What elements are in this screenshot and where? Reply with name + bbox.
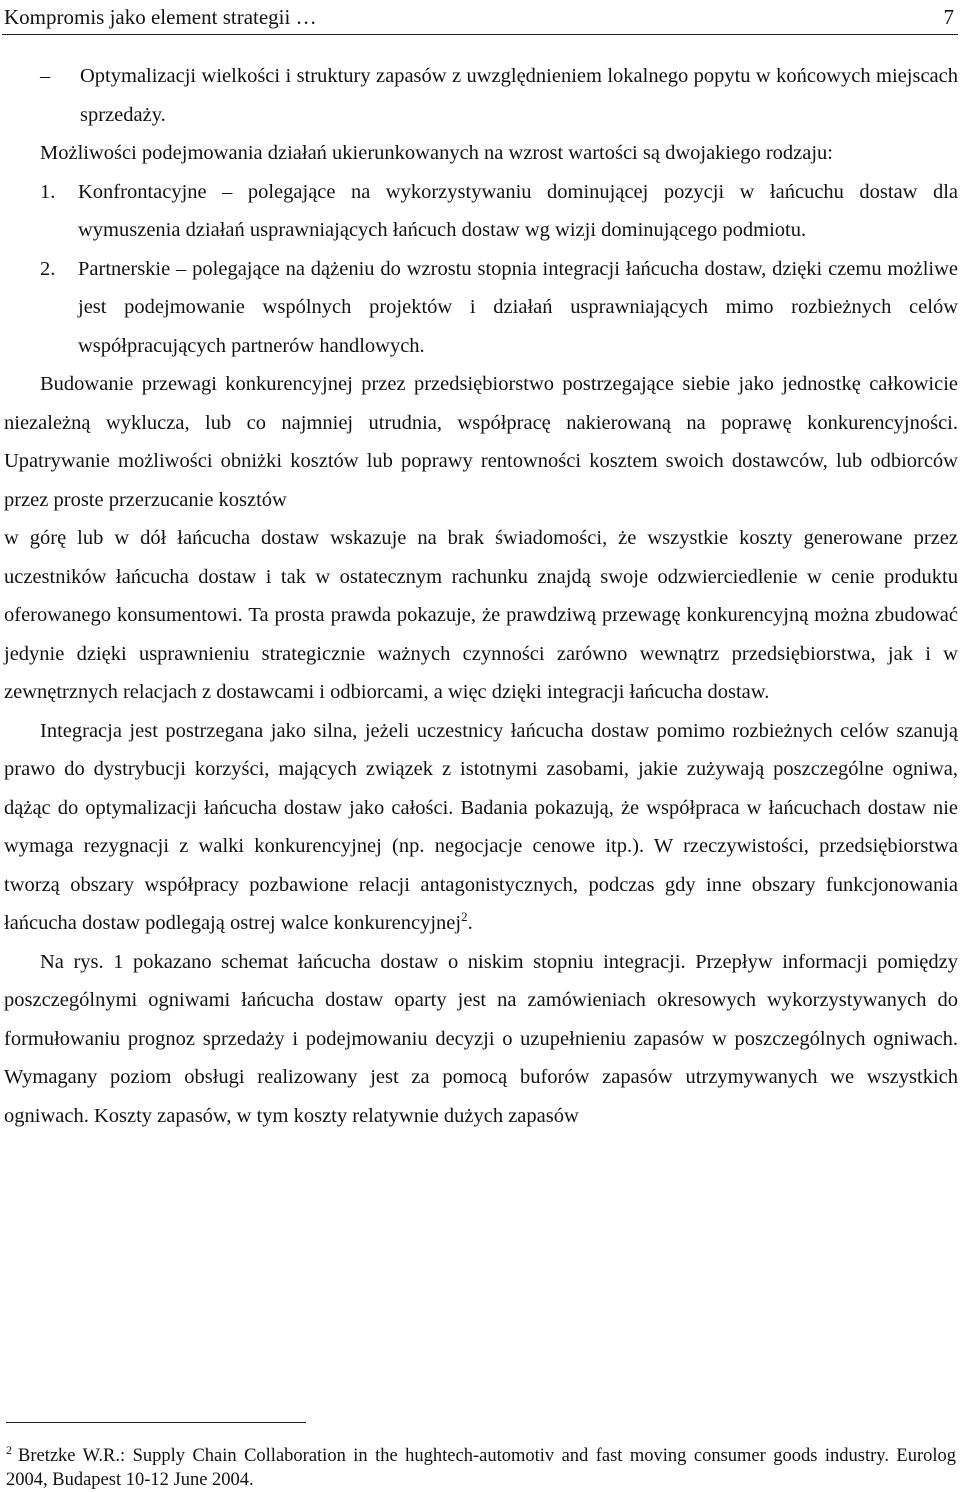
- footnote-separator: [6, 1422, 306, 1423]
- intro-paragraph: Możliwości podejmowania działań ukierunkowanych na wzrost wartości są dwojakiego rodzaju:: [40, 142, 834, 164]
- footnote-reference[interactable]: 2: [461, 909, 468, 925]
- numbered-item-1: [4, 173, 958, 250]
- list-item-dash: [4, 57, 958, 134]
- item-number: 1.: [40, 180, 56, 203]
- paragraph-2-text: Integracja jest postrzegana jako silna, jeżeli uczestnicy łańcucha dostaw pomimo rozbieżnych celów szanują prawo do dystrybucji korzyści, mających związek z istotnymi zasobami, jakie zużywają poszczególne ogniwa, dążąc do optymalizacji łańcucha dostaw jako całości. Badania pokazują, że współpraca w łańcuchach dostaw nie wymaga rezygnacji z walki konkurencyjnej (np. negocjacje cenowe itp.). W rzeczywistości, przedsiębiorstwa tworzą obszary współpracy pozbawione relacji antagonistycznych, podczas gdy inne obszary funkcjonowania łańcucha dostaw podlegają ostrej walce konkurencyjnej: [4, 719, 958, 934]
- page-body: [4, 57, 958, 1135]
- item-text: Konfrontacyjne – polegające na wykorzystywaniu dominującej pozycji w łańcuchu dostaw dla wymuszenia działań usprawniających łańcuch dostaw wg wizji dominującego podmiotu.: [78, 180, 958, 241]
- numbered-item-2: [4, 250, 958, 366]
- list-item-text: Optymalizacji wielkości i struktury zapasów z uwzględnieniem lokalnego popytu w końcowych miejscach sprzedaży.: [80, 65, 958, 126]
- item-text: Partnerskie – polegające na dążeniu do wzrostu stopnia integracji łańcucha dostaw, dzięki czemu możliwe jest podejmowanie wspólnych projektów i działań usprawniających mimo rozbieżnych celów współpracujących partnerów handlowych.: [78, 257, 958, 357]
- footnote: [6, 1438, 956, 1492]
- paragraph-1a: Budowanie przewagi konkurencyjnej przez przedsiębiorstwo postrzegające siebie jako jednostkę całkowicie niezależną wyklucza, lub co najmniej utrudnia, współpracę nakierowaną na poprawę konkurencyjności. Upatrywanie możliwości obniżki kosztów lub poprawy rentowności kosztem swoich dostawców, lub odbiorców przez proste przerzucanie kosztów: [4, 373, 958, 511]
- item-number: 2.: [40, 257, 56, 280]
- footnote-mark: 2: [6, 1443, 12, 1457]
- header-title: Kompromis jako element strategii …: [4, 5, 317, 29]
- paragraph-2: [4, 712, 958, 943]
- page-number: 7: [943, 5, 954, 29]
- paragraph-1b: w górę lub w dół łańcucha dostaw wskazuje na brak świadomości, że wszystkie koszty generowane przez uczestników łańcucha dostaw i tak w ostatecznym rachunku znajdą swoje odzwierciedlenie w cenie produktu oferowanego konsumentowi. Ta prosta prawda pokazuje, że prawdziwą przewagę konkurencyjną można zbudować jedynie dzięki usprawnieniu strategicznie ważnych czynności zarówno wewnątrz przedsiębiorstwa, jak i w zewnętrznych relacjach z dostawcami i odbiorcami, a więc dzięki integracji łańcucha dostaw.: [4, 527, 958, 703]
- paragraph-3: Na rys. 1 pokazano schemat łańcucha dostaw o niskim stopniu integracji. Przepływ informacji pomiędzy poszczególnymi ogniwami łańcucha dostaw oparty jest na zamówieniach okresowych wykorzystywanych do formułowaniu prognoz sprzedaży i podejmowaniu decyzji o uzupełnieniu zapasów w poszczególnych ogniwach. Wymagany poziom obsługi realizowany jest za pomocą buforów zapasów utrzymywanych we wszystkich ogniwach. Koszty zapasów, w tym koszty relatywnie dużych zapasów: [4, 950, 958, 1127]
- dash-marker: –: [40, 65, 51, 87]
- running-header: [2, 4, 958, 35]
- paragraph-2-end: .: [467, 912, 473, 934]
- footnote-text: Bretzke W.R.: Supply Chain Collaboration in the hughtech-automotiv and fast moving consumer goods industry. Eurolog 2004, Budapest 10-12 June 2004.: [6, 1446, 956, 1491]
